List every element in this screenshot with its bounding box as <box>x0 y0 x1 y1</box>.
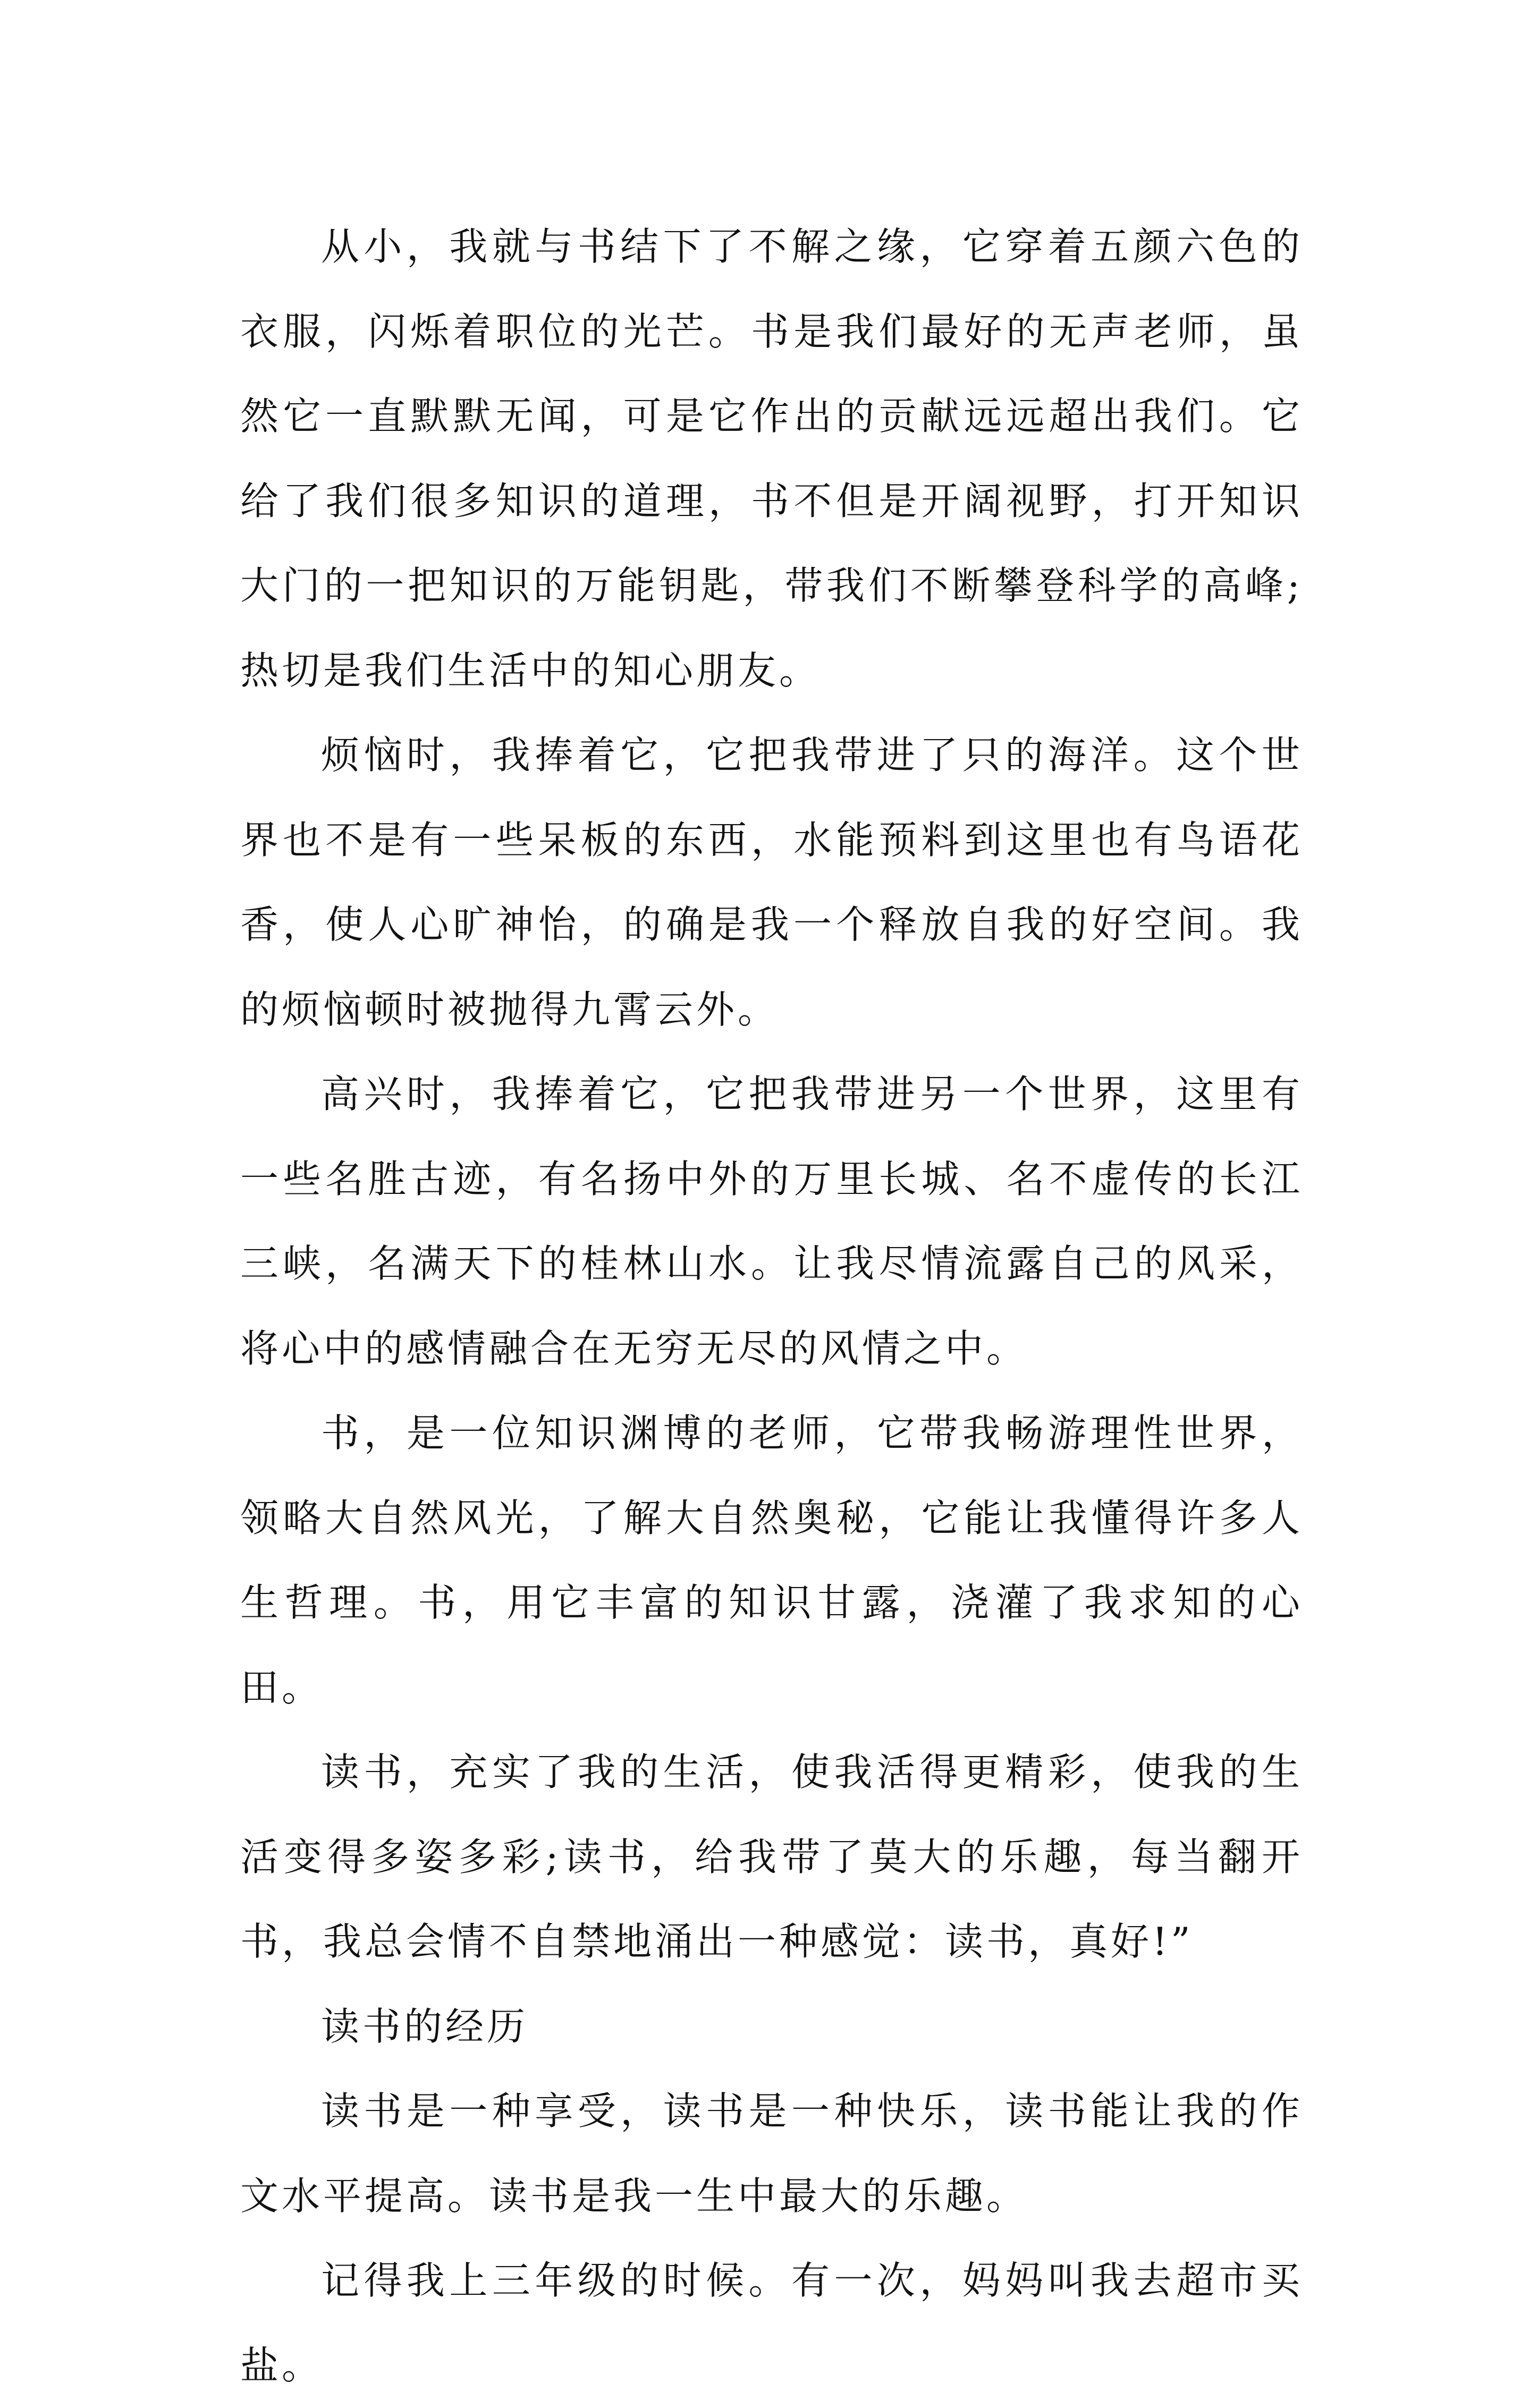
paragraph-2: 烦恼时，我捧着它，它把我带进了只的海洋。这个世界也不是有一些呆板的东西，水能预料到这里也有鸟语花香，使人心旷神怡，的确是我一个释放自我的好空间。我的烦恼顿时被抛得九霄云外。 <box>240 733 1303 1032</box>
paragraph-5: 读书，充实了我的生活，使我活得更精彩，使我的生活变得多姿多彩;读书，给我带了莫大的乐趣，每当翻开书，我总会情不自禁地涌出一种感觉：读书，真好!” <box>240 1750 1303 1964</box>
paragraph-3: 高兴时，我捧着它，它把我带进另一个世界，这里有一些名胜古迹，有名扬中外的万里长城、名不虚传的长江三峡，名满天下的桂林山水。让我尽情流露自己的风采，将心中的感情融合在无穷无尽的风情之中。 <box>240 1072 1303 1371</box>
paragraph-4: 书，是一位知识渊博的老师，它带我畅游理性世界，领略大自然风光，了解大自然奥秘，它能让我懂得许多人生哲理。书，用它丰富的知识甘露，浇灌了我求知的心田。 <box>240 1411 1303 1710</box>
paragraph-1: 从小，我就与书结下了不解之缘，它穿着五颜六色的衣服，闪烁着职位的光芒。书是我们最好的无声老师，虽然它一直默默无闻，可是它作出的贡献远远超出我们。它给了我们很多知识的道理，书不但是开阔视野，打开知识大门的一把知识的万能钥匙，带我们不断攀登科学的高峰;热切是我们生活中的知心朋友。 <box>240 224 1303 693</box>
paragraph-6: 读书是一种享受，读书是一种快乐，读书能让我的作文水平提高。读书是我一生中最大的乐趣。 <box>240 2089 1303 2218</box>
section-heading: 读书的经历 <box>321 2004 529 2049</box>
document-body <box>240 205 1303 2408</box>
paragraph-7: 记得我上三年级的时候。有一次，妈妈叫我去超市买盐。 <box>240 2258 1303 2388</box>
